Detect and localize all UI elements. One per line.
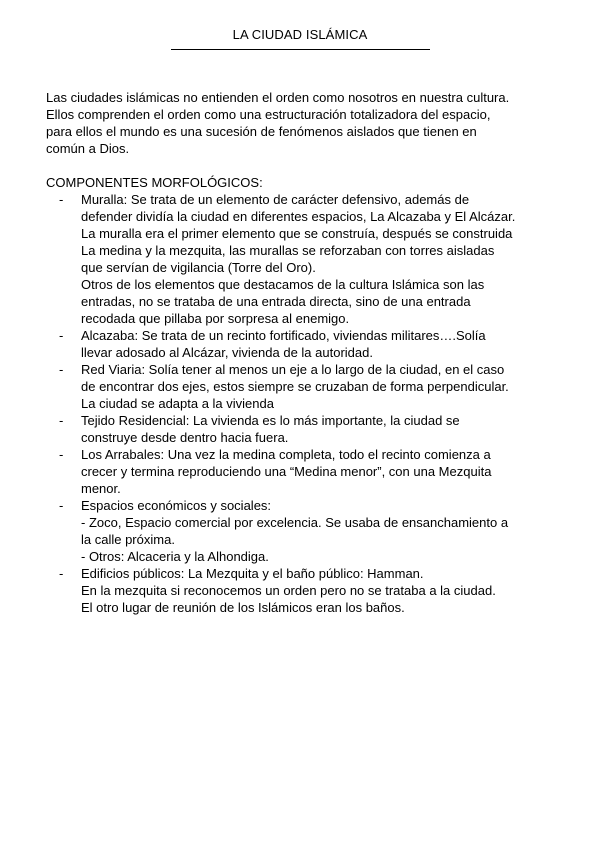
- components-list: [46, 191, 576, 616]
- component-line: la calle próxima.: [81, 532, 175, 547]
- component-line: menor.: [81, 481, 121, 496]
- intro-paragraph: [46, 89, 566, 157]
- intro-line: común a Dios.: [46, 141, 130, 156]
- component-red-viaria: [46, 361, 576, 412]
- component-line: El otro lugar de reunión de los Islámicos eran los baños.: [81, 600, 405, 615]
- component-line: Red Viaria: Solía tener al menos un eje a lo largo de la ciudad, en el caso: [81, 362, 505, 377]
- list-bullet: -: [59, 192, 64, 207]
- title-underline: [171, 49, 430, 50]
- component-edificios-publicos: [46, 565, 576, 616]
- component-line: Los Arrabales: Una vez la medina completa, todo el recinto comienza a: [81, 447, 491, 462]
- list-bullet: -: [59, 328, 64, 343]
- component-line: de encontrar dos ejes, estos siempre se cruzaban de forma perpendicular.: [81, 379, 509, 394]
- component-line: - Otros: Alcaceria y la Alhondiga.: [81, 549, 269, 564]
- component-alcazaba: [46, 327, 576, 361]
- component-line: Edificios públicos: La Mezquita y el baño público: Hamman.: [81, 566, 424, 581]
- document-title: LA CIUDAD ISLÁMICA: [232, 27, 368, 42]
- component-line: Alcazaba: Se trata de un recinto fortificado, viviendas militares….Solía: [81, 328, 486, 343]
- component-line: llevar adosado al Alcázar, vivienda de la autoridad.: [81, 345, 373, 360]
- list-bullet: -: [59, 498, 64, 513]
- component-line: Tejido Residencial: La vivienda es lo más importante, la ciudad se: [81, 413, 460, 428]
- component-line: recodada que pillaba por sorpresa al enemigo.: [81, 311, 350, 326]
- list-bullet: -: [59, 362, 64, 377]
- intro-line: Ellos comprenden el orden como una estructuración totalizadora del espacio,: [46, 107, 491, 122]
- component-line: Muralla: Se trata de un elemento de carácter defensivo, además de: [81, 192, 470, 207]
- component-espacios-economicos: [46, 497, 576, 565]
- component-line: construye desde dentro hacia fuera.: [81, 430, 289, 445]
- section-heading: COMPONENTES MORFOLÓGICOS:: [46, 175, 263, 190]
- component-line: crecer y termina reproduciendo una “Medina menor”, con una Mezquita: [81, 464, 492, 479]
- component-line: defender dividía la ciudad en diferentes espacios, La Alcazaba y El Alcázar.: [81, 209, 516, 224]
- component-line: En la mezquita si reconocemos un orden pero no se trataba a la ciudad.: [81, 583, 496, 598]
- component-arrabales: [46, 446, 576, 497]
- list-bullet: -: [59, 413, 64, 428]
- intro-line: Las ciudades islámicas no entienden el orden como nosotros en nuestra cultura.: [46, 90, 510, 105]
- list-bullet: -: [59, 566, 64, 581]
- component-line: Otros de los elementos que destacamos de la cultura Islámica son las: [81, 277, 485, 292]
- intro-line: para ellos el mundo es una sucesión de fenómenos aislados que tienen en: [46, 124, 477, 139]
- component-line: - Zoco, Espacio comercial por excelencia. Se usaba de ensanchamiento a: [81, 515, 509, 530]
- component-line: La ciudad se adapta a la vivienda: [81, 396, 274, 411]
- component-line: La muralla era el primer elemento que se construía, después se construida: [81, 226, 513, 241]
- list-bullet: -: [59, 447, 64, 462]
- component-tejido-residencial: [46, 412, 576, 446]
- component-muralla: [46, 191, 576, 327]
- component-line: que servían de vigilancia (Torre del Oro).: [81, 260, 316, 275]
- component-line: La medina y la mezquita, las murallas se reforzaban con torres aisladas: [81, 243, 495, 258]
- component-line: entradas, no se trataba de una entrada directa, sino de una entrada: [81, 294, 471, 309]
- component-line: Espacios económicos y sociales:: [81, 498, 272, 513]
